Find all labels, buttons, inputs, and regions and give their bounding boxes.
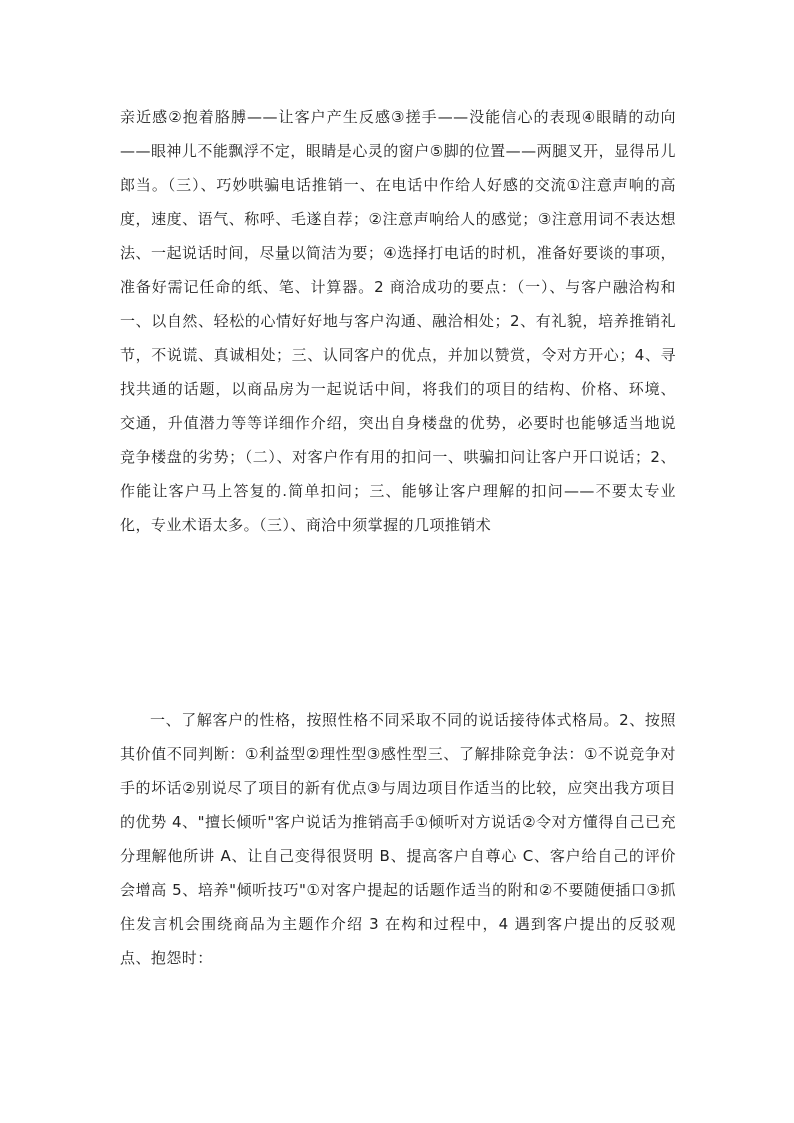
body-paragraph-1: 亲近感②抱着胳膊——让客户产生反感③搓手——没能信心的表现④眼睛的动向——眼神儿不能飘浮不定，眼睛是心灵的窗户⑤脚的位置——两腿叉开，显得吊儿郎当。（三）、巧妙哄骗电话推销一、在电话中作给人好感的交流①注意声响的高度，速度、语气、称呼、毛遂自荐；②注意声响给人的感觉；③注意用词不表达想法、一起说话时间，尽量以简洁为要；④选择打电话的时机，准备好要谈的事项，准备好需记任命的纸、笔、计算器。2 商洽成功的要点：（一）、与客户融洽构和一、以自然、轻松的心情好好地与客户沟通、融洽相处；2、有礼貌，培养推销礼节，不说谎、真诚相处；三、认同客户的优点，并加以赞赏，令对方开心；4、寻找共通的话题，以商品房为一起说话中间，将我们的项目的结构、价格、环境、交通，升值潜力等等详细作介绍，突出自身楼盘的优势，必要时也能够适当地说竞争楼盘的劣势；（二）、对客户作有用的扣问一、哄骗扣问让客户开口说话；2、作能让客户马上答复的.简单扣问；三、能够让客户理解的扣问——不要太专业化，专业术语太多。（三）、商洽中须掌握的几项推销术 (120, 108, 676, 534)
body-paragraph-2: 一、了解客户的性格，按照性格不同采取不同的说话接待体式格局。2、按照其价值不同判断：①利益型②理性型③感性型三、了解排除竞争法：①不说竞争对手的坏话②别说尽了项目的新有优点③与周边项目作适当的比较，应突出我方项目的优势 4、"擅长倾听"客户说话为推销高手①倾听对方说话②令对方懂得自己已充分理解他所讲 A、让自己变得很贤明 B、提高客户自尊心 C、客户给自己的评价会增高 5、培养"倾听技巧"①对客户提起的话题作适当的附和②不要随便插口③抓住发言机会围绕商品为主题作介绍 3 在构和过程中，4 遇到客户提出的反驳观点、抱怨时： (120, 711, 676, 967)
